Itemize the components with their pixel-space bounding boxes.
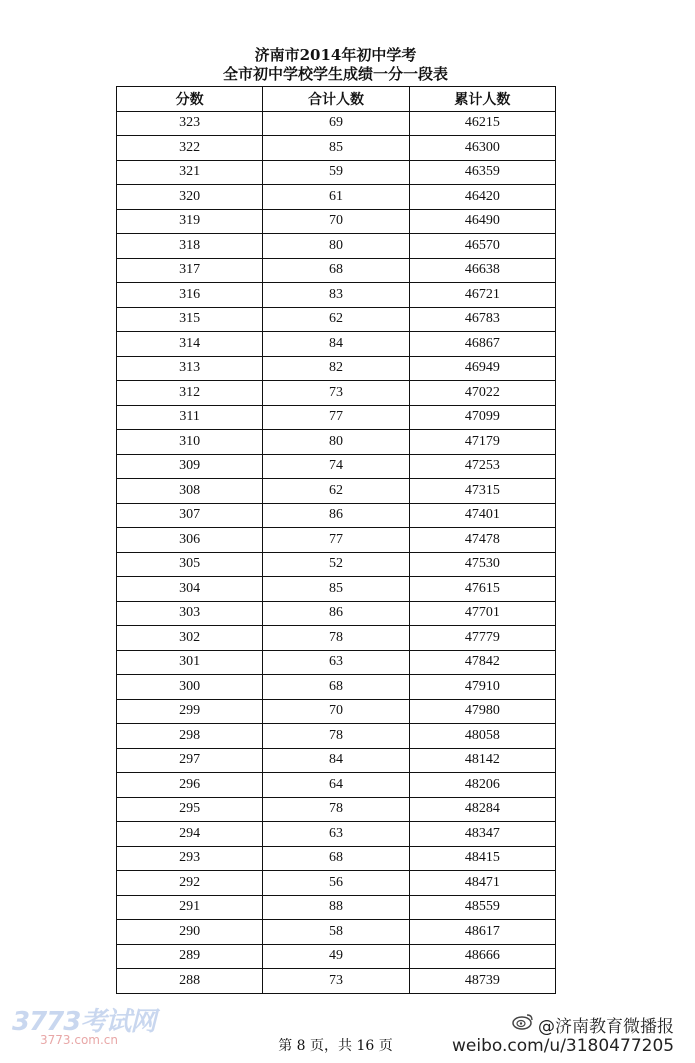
table-row [117, 381, 556, 406]
table-row [117, 601, 556, 626]
table-row [117, 307, 556, 332]
cell-cumulative: 48617 [409, 920, 555, 945]
cell-score: 302 [117, 626, 263, 651]
cell-cumulative: 48284 [409, 797, 555, 822]
table-row [117, 234, 556, 259]
cell-score: 307 [117, 503, 263, 528]
cell-cumulative: 47099 [409, 405, 555, 430]
cell-count: 86 [263, 503, 409, 528]
cell-cumulative: 48058 [409, 724, 555, 749]
cell-count: 85 [263, 577, 409, 602]
cell-score: 306 [117, 528, 263, 553]
table-row [117, 454, 556, 479]
cell-score: 315 [117, 307, 263, 332]
cell-count: 63 [263, 822, 409, 847]
cell-score: 288 [117, 969, 263, 994]
table-row [117, 332, 556, 357]
cell-cumulative: 47701 [409, 601, 555, 626]
table-row [117, 797, 556, 822]
cell-score: 290 [117, 920, 263, 945]
cell-score: 323 [117, 111, 263, 136]
score-distribution-table [116, 86, 556, 994]
cell-cumulative: 47530 [409, 552, 555, 577]
cell-cumulative: 47910 [409, 675, 555, 700]
cell-score: 299 [117, 699, 263, 724]
cell-count: 61 [263, 185, 409, 210]
cell-cumulative: 46721 [409, 283, 555, 308]
cell-cumulative: 47779 [409, 626, 555, 651]
cell-cumulative: 48206 [409, 773, 555, 798]
cell-score: 308 [117, 479, 263, 504]
cell-count: 78 [263, 626, 409, 651]
cell-count: 70 [263, 209, 409, 234]
cell-score: 313 [117, 356, 263, 381]
cell-count: 86 [263, 601, 409, 626]
table-row [117, 185, 556, 210]
cell-count: 77 [263, 528, 409, 553]
cell-cumulative: 48739 [409, 969, 555, 994]
table-row [117, 111, 556, 136]
table-row [117, 136, 556, 161]
cell-count: 70 [263, 699, 409, 724]
cell-score: 320 [117, 185, 263, 210]
cell-count: 74 [263, 454, 409, 479]
cell-cumulative: 47179 [409, 430, 555, 455]
cell-count: 62 [263, 479, 409, 504]
cell-cumulative: 48142 [409, 748, 555, 773]
cell-count: 80 [263, 234, 409, 259]
cell-count: 82 [263, 356, 409, 381]
cell-count: 68 [263, 675, 409, 700]
cell-cumulative: 46949 [409, 356, 555, 381]
table-row [117, 699, 556, 724]
table-row [117, 283, 556, 308]
column-header-score: 分数 [117, 87, 263, 112]
cell-score: 312 [117, 381, 263, 406]
cell-count: 84 [263, 332, 409, 357]
cell-cumulative: 46490 [409, 209, 555, 234]
cell-count: 73 [263, 969, 409, 994]
cell-score: 297 [117, 748, 263, 773]
cell-score: 291 [117, 895, 263, 920]
weibo-account-url: weibo.com/u/3180477205 [452, 1036, 675, 1056]
cell-cumulative: 46867 [409, 332, 555, 357]
cell-count: 77 [263, 405, 409, 430]
column-header-cumulative: 累计人数 [409, 87, 555, 112]
watermark-logo: 3773考试网 [12, 1007, 156, 1037]
table-body [117, 111, 556, 993]
cell-count: 59 [263, 160, 409, 185]
table-row [117, 577, 556, 602]
cell-count: 78 [263, 724, 409, 749]
cell-score: 310 [117, 430, 263, 455]
column-header-count: 合计人数 [263, 87, 409, 112]
table-row [117, 503, 556, 528]
table-header-row [117, 87, 556, 112]
cell-score: 322 [117, 136, 263, 161]
cell-cumulative: 47253 [409, 454, 555, 479]
cell-count: 78 [263, 797, 409, 822]
cell-count: 85 [263, 136, 409, 161]
table-row [117, 209, 556, 234]
document-subtitle: 全市初中学校学生成绩一分一段表 [222, 65, 448, 83]
cell-cumulative: 48415 [409, 846, 555, 871]
cell-count: 69 [263, 111, 409, 136]
cell-count: 62 [263, 307, 409, 332]
cell-score: 289 [117, 944, 263, 969]
cell-count: 80 [263, 430, 409, 455]
cell-count: 56 [263, 871, 409, 896]
cell-cumulative: 46783 [409, 307, 555, 332]
cell-score: 311 [117, 405, 263, 430]
table-row [117, 479, 556, 504]
page-number: 第 8 页，共 16 页 [278, 1038, 393, 1054]
cell-cumulative: 47615 [409, 577, 555, 602]
table-row [117, 846, 556, 871]
cell-score: 295 [117, 797, 263, 822]
cell-count: 52 [263, 552, 409, 577]
cell-score: 292 [117, 871, 263, 896]
weibo-icon [512, 1012, 534, 1030]
table-row [117, 724, 556, 749]
cell-cumulative: 47980 [409, 699, 555, 724]
cell-cumulative: 46359 [409, 160, 555, 185]
cell-score: 317 [117, 258, 263, 283]
watermark-url: 3773.com.cn [40, 1033, 118, 1047]
cell-count: 73 [263, 381, 409, 406]
cell-cumulative: 48666 [409, 944, 555, 969]
cell-score: 294 [117, 822, 263, 847]
table-row [117, 871, 556, 896]
cell-cumulative: 47022 [409, 381, 555, 406]
cell-cumulative: 47401 [409, 503, 555, 528]
table-row [117, 895, 556, 920]
cell-cumulative: 46300 [409, 136, 555, 161]
table-row [117, 675, 556, 700]
table-row [117, 356, 556, 381]
cell-cumulative: 46420 [409, 185, 555, 210]
cell-count: 64 [263, 773, 409, 798]
cell-cumulative: 48471 [409, 871, 555, 896]
table-row [117, 258, 556, 283]
table-row [117, 773, 556, 798]
cell-cumulative: 46215 [409, 111, 555, 136]
cell-count: 68 [263, 846, 409, 871]
table-row [117, 944, 556, 969]
cell-count: 83 [263, 283, 409, 308]
cell-count: 68 [263, 258, 409, 283]
cell-cumulative: 46570 [409, 234, 555, 259]
cell-cumulative: 48347 [409, 822, 555, 847]
table-row [117, 160, 556, 185]
cell-score: 305 [117, 552, 263, 577]
cell-score: 316 [117, 283, 263, 308]
table-row [117, 822, 556, 847]
cell-score: 319 [117, 209, 263, 234]
table-row [117, 748, 556, 773]
cell-count: 63 [263, 650, 409, 675]
cell-score: 298 [117, 724, 263, 749]
cell-score: 296 [117, 773, 263, 798]
table-row [117, 552, 556, 577]
cell-cumulative: 47842 [409, 650, 555, 675]
table-row [117, 528, 556, 553]
cell-count: 58 [263, 920, 409, 945]
cell-score: 318 [117, 234, 263, 259]
cell-score: 304 [117, 577, 263, 602]
cell-score: 300 [117, 675, 263, 700]
cell-score: 293 [117, 846, 263, 871]
cell-score: 309 [117, 454, 263, 479]
cell-cumulative: 48559 [409, 895, 555, 920]
cell-score: 321 [117, 160, 263, 185]
table-row [117, 430, 556, 455]
table-row [117, 626, 556, 651]
table-row [117, 969, 556, 994]
cell-count: 49 [263, 944, 409, 969]
cell-cumulative: 47478 [409, 528, 555, 553]
cell-count: 88 [263, 895, 409, 920]
table-row [117, 920, 556, 945]
cell-score: 301 [117, 650, 263, 675]
cell-cumulative: 46638 [409, 258, 555, 283]
table-row [117, 650, 556, 675]
cell-cumulative: 47315 [409, 479, 555, 504]
weibo-account-name: @济南教育微播报 [538, 1017, 674, 1037]
cell-count: 84 [263, 748, 409, 773]
document-title: 济南市2014年初中学考 [254, 46, 417, 64]
cell-score: 303 [117, 601, 263, 626]
table-row [117, 405, 556, 430]
cell-score: 314 [117, 332, 263, 357]
